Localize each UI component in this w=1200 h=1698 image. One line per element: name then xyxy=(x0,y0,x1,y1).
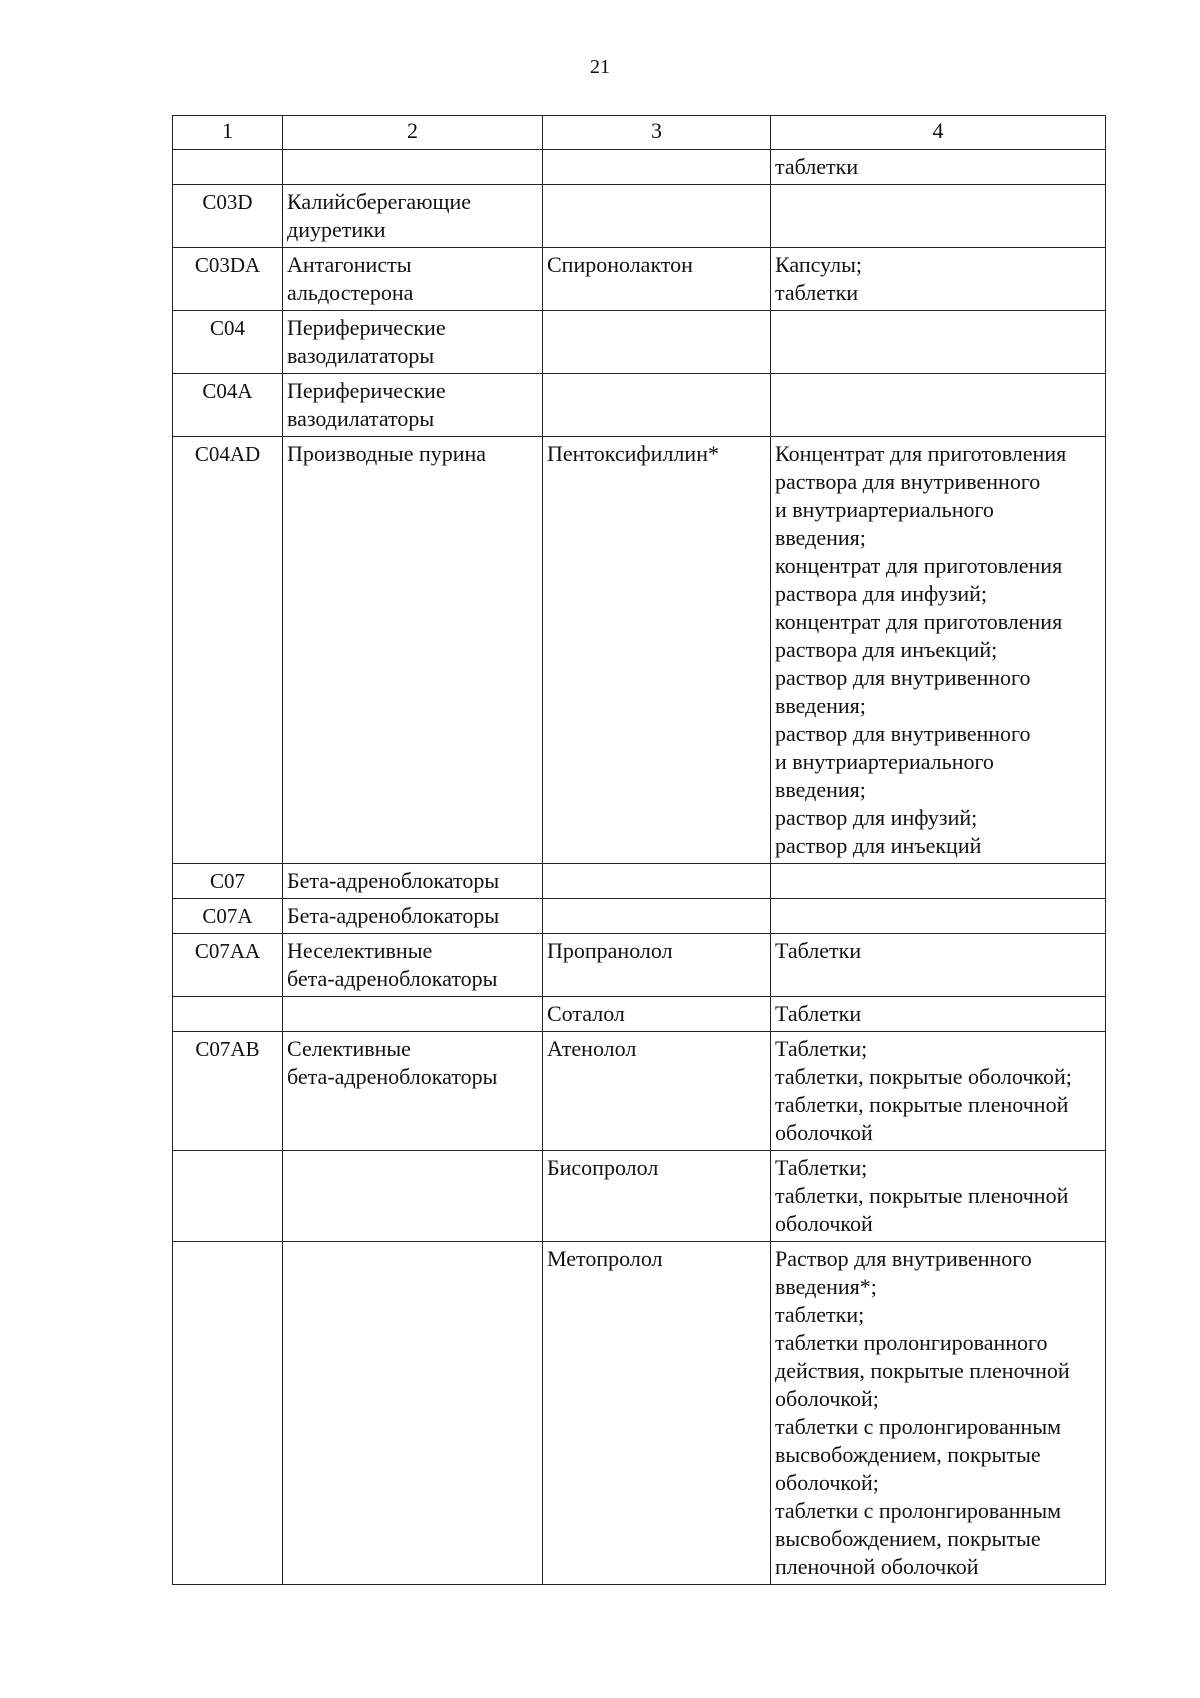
pharmacological-group-cell xyxy=(283,1151,543,1242)
atc-code-cell xyxy=(173,1151,283,1242)
dosage-form-line: раствора для внутривенного xyxy=(775,469,1041,494)
drug-name-cell xyxy=(543,899,771,934)
pharmacological-group-cell xyxy=(283,374,543,437)
dosage-form-line: введения; xyxy=(775,525,866,550)
atc-code-cell xyxy=(173,1242,283,1585)
dosage-forms-cell xyxy=(771,934,1106,997)
table-row xyxy=(173,150,1106,185)
dosage-forms-cell xyxy=(771,1242,1106,1585)
dosage-form-line: Таблетки; xyxy=(775,1155,868,1180)
pharmacological-group-cell xyxy=(283,997,543,1032)
dosage-form-line: введения; xyxy=(775,777,866,802)
group-text-line: Бета-адреноблокаторы xyxy=(287,868,500,893)
table-row xyxy=(173,934,1106,997)
dosage-form-line: высвобождением, покрытые xyxy=(775,1442,1041,1467)
dosage-form-line: действия, покрытые пленочной xyxy=(775,1358,1070,1383)
dosage-form-line: введения*; xyxy=(775,1274,877,1299)
table-row xyxy=(173,1032,1106,1151)
pharmacological-group-cell xyxy=(283,248,543,311)
dosage-form-line: пленочной оболочкой xyxy=(775,1554,979,1579)
dosage-form-line: оболочкой xyxy=(775,1120,873,1145)
drug-name-cell: Соталол xyxy=(543,997,771,1032)
drug-name-cell xyxy=(543,150,771,185)
dosage-form-line: и внутриартериального xyxy=(775,497,994,522)
table-row xyxy=(173,374,1106,437)
pharmacological-group-cell xyxy=(283,864,543,899)
column-header-3: 3 xyxy=(543,116,771,150)
pharmacological-group-cell xyxy=(283,150,543,185)
group-text-line: диуретики xyxy=(287,217,386,242)
dosage-form-line: оболочкой; xyxy=(775,1470,879,1495)
atc-code-cell xyxy=(173,150,283,185)
column-header-4: 4 xyxy=(771,116,1106,150)
dosage-form-line: введения; xyxy=(775,693,866,718)
dosage-form-line: раствор для внутривенного xyxy=(775,665,1031,690)
dosage-form-line: таблетки с пролонгированным xyxy=(775,1414,1062,1439)
atc-code-cell: C07AA xyxy=(173,934,283,997)
drug-name-cell: Бисопролол xyxy=(543,1151,771,1242)
pharmacological-group-cell xyxy=(283,311,543,374)
dosage-forms-cell xyxy=(771,1032,1106,1151)
group-text-line: Периферические xyxy=(287,315,446,340)
dosage-form-line: концентрат для приготовления xyxy=(775,553,1063,578)
table-row xyxy=(173,1151,1106,1242)
table-row xyxy=(173,1242,1106,1585)
dosage-form-line: Таблетки xyxy=(775,1001,862,1026)
dosage-form-line: и внутриартериального xyxy=(775,749,994,774)
atc-code-cell: C07 xyxy=(173,864,283,899)
dosage-forms-cell xyxy=(771,374,1106,437)
dosage-forms-cell xyxy=(771,997,1106,1032)
atc-code-cell: C03DA xyxy=(173,248,283,311)
dosage-forms-cell xyxy=(771,185,1106,248)
dosage-form-line: оболочкой xyxy=(775,1211,873,1236)
dosage-form-line: высвобождением, покрытые xyxy=(775,1526,1041,1551)
dosage-form-line: Концентрат для приготовления xyxy=(775,441,1067,466)
group-text-line: Калийсберегающие xyxy=(287,189,472,214)
atc-code-cell xyxy=(173,997,283,1032)
page-number: 21 xyxy=(590,56,610,78)
group-text-line: вазодилататоры xyxy=(287,406,435,431)
dosage-form-line: раствор для внутривенного xyxy=(775,721,1031,746)
pharmacological-group-cell xyxy=(283,934,543,997)
group-text-line: Селективные xyxy=(287,1036,411,1061)
atc-code-cell: C04A xyxy=(173,374,283,437)
drug-name-cell xyxy=(543,311,771,374)
drug-name-cell: Метопролол xyxy=(543,1242,771,1585)
group-text-line: Неселективные xyxy=(287,938,433,963)
drug-name-cell: Пентоксифиллин* xyxy=(543,437,771,864)
table-header xyxy=(173,116,1106,150)
group-text-line: бета-адреноблокаторы xyxy=(287,1064,498,1089)
dosage-form-line: раствора для инфузий; xyxy=(775,581,988,606)
dosage-forms-cell xyxy=(771,899,1106,934)
table-body xyxy=(173,150,1106,1585)
table-row xyxy=(173,437,1106,864)
table-row xyxy=(173,899,1106,934)
dosage-forms-cell xyxy=(771,248,1106,311)
drug-table xyxy=(172,115,1106,1585)
group-text-line: бета-адреноблокаторы xyxy=(287,966,498,991)
group-text-line: Периферические xyxy=(287,378,446,403)
pharmacological-group-cell xyxy=(283,1242,543,1585)
dosage-forms-cell xyxy=(771,150,1106,185)
dosage-form-line: раствор для инъекций xyxy=(775,833,982,858)
dosage-forms-cell xyxy=(771,1151,1106,1242)
group-text-line: Бета-адреноблокаторы xyxy=(287,903,500,928)
pharmacological-group-cell xyxy=(283,185,543,248)
table-row xyxy=(173,248,1106,311)
atc-code-cell: C07AB xyxy=(173,1032,283,1151)
dosage-form-line: таблетки xyxy=(775,154,859,179)
drug-name-cell: Атенолол xyxy=(543,1032,771,1151)
drug-name-cell: Спиронолактон xyxy=(543,248,771,311)
dosage-forms-cell xyxy=(771,311,1106,374)
drug-name-cell xyxy=(543,864,771,899)
dosage-form-line: таблетки, покрытые пленочной xyxy=(775,1092,1069,1117)
group-text-line: альдостерона xyxy=(287,280,414,305)
dosage-form-line: Раствор для внутривенного xyxy=(775,1246,1032,1271)
table-row xyxy=(173,311,1106,374)
pharmacological-group-cell xyxy=(283,437,543,864)
atc-code-cell: C03D xyxy=(173,185,283,248)
pharmacological-group-cell xyxy=(283,899,543,934)
group-text-line: Антагонисты xyxy=(287,252,412,277)
drug-name-cell: Пропранолол xyxy=(543,934,771,997)
table-row xyxy=(173,997,1106,1032)
dosage-form-line: раствора для инъекций; xyxy=(775,637,998,662)
dosage-form-line: Капсулы; xyxy=(775,252,863,277)
column-header-1: 1 xyxy=(173,116,283,150)
dosage-form-line: концентрат для приготовления xyxy=(775,609,1063,634)
atc-code-cell: C04 xyxy=(173,311,283,374)
dosage-forms-cell xyxy=(771,437,1106,864)
drug-name-cell xyxy=(543,374,771,437)
pharmacological-group-cell xyxy=(283,1032,543,1151)
dosage-form-line: таблетки, покрытые оболочкой; xyxy=(775,1064,1072,1089)
dosage-form-line: таблетки с пролонгированным xyxy=(775,1498,1062,1523)
dosage-form-line: Таблетки xyxy=(775,938,862,963)
dosage-form-line: таблетки пролонгированного xyxy=(775,1330,1048,1355)
group-text-line: вазодилататоры xyxy=(287,343,435,368)
header-row xyxy=(173,116,1106,150)
table-row xyxy=(173,185,1106,248)
dosage-forms-cell xyxy=(771,864,1106,899)
atc-code-cell: C04AD xyxy=(173,437,283,864)
column-header-2: 2 xyxy=(283,116,543,150)
group-text-line: Производные пурина xyxy=(287,441,487,466)
drug-name-cell xyxy=(543,185,771,248)
dosage-form-line: Таблетки; xyxy=(775,1036,868,1061)
dosage-form-line: таблетки, покрытые пленочной xyxy=(775,1183,1069,1208)
dosage-form-line: таблетки xyxy=(775,280,859,305)
dosage-form-line: таблетки; xyxy=(775,1302,865,1327)
table-row xyxy=(173,864,1106,899)
atc-code-cell: C07A xyxy=(173,899,283,934)
dosage-form-line: раствор для инфузий; xyxy=(775,805,978,830)
dosage-form-line: оболочкой; xyxy=(775,1386,879,1411)
